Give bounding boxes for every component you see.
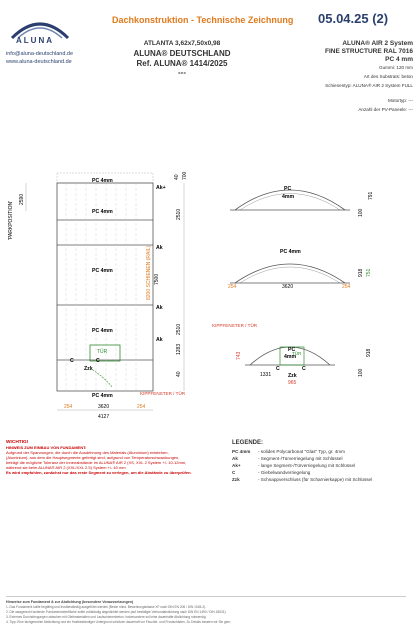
notes-line: 3. Externes Durchdringungen zwischen mit Gleitmaterialien und Laufschienenbeton. Insbesondere soll eine dauerhafte Abdichtung notwendig. bbox=[6, 615, 207, 619]
doc-title: Dachkonstruktion - Technische Zeichnung bbox=[112, 15, 294, 25]
project-block bbox=[112, 40, 252, 77]
section-3-h1: 918 bbox=[366, 348, 372, 357]
section-3-pc: PC bbox=[288, 347, 296, 353]
parkposition-label: 'PARKPOSITION' bbox=[8, 200, 14, 240]
warning-line: während sie beim ALUNA® AIR 2 (XXL/XXL 2.5) System +/- 40 mm bbox=[6, 465, 126, 470]
plan-pc-label: PC 4mm bbox=[92, 268, 113, 274]
plan-pc-label: PC 4mm bbox=[92, 328, 113, 334]
warning-line: HINWEIS ZUM EINBAU VON FUNDAMENT: bbox=[6, 445, 87, 450]
section-views-drawing bbox=[210, 165, 410, 390]
door-swing-arc bbox=[90, 368, 112, 387]
section-2-h1: 918 bbox=[358, 268, 364, 277]
door-label: TÜR bbox=[97, 349, 108, 355]
legend-item bbox=[232, 469, 414, 476]
dim-right-label: 1283 bbox=[176, 343, 182, 355]
legend-title: LEGENDE: bbox=[232, 440, 264, 446]
dim-bottom-label: 254 bbox=[64, 404, 73, 410]
legend-key: PC 4mm bbox=[232, 449, 251, 454]
legend-desc: - Schnappverschluss (für Scharnierkappe) mit Schlüssel bbox=[258, 477, 373, 482]
section-1 bbox=[230, 186, 374, 217]
section-1-pc2: 4mm bbox=[282, 194, 295, 200]
legend-key: Zzk bbox=[232, 477, 240, 482]
legend-block bbox=[232, 440, 414, 483]
contact-website[interactable]: www.aluna-deutschland.de bbox=[6, 59, 72, 65]
dim-right-label: 2510 bbox=[176, 208, 182, 220]
spec-system: ALUNA® AIR 2 System bbox=[342, 40, 413, 47]
legend-item bbox=[232, 476, 414, 483]
spec-structure: FINE STRUCTURE RAL 7016 bbox=[324, 48, 413, 55]
legend-desc: - lange Segment-/Türverriegelung mit Schlüssel bbox=[258, 463, 356, 468]
section-1-h1: 791 bbox=[368, 191, 374, 200]
section-3-w2: 965 bbox=[288, 380, 297, 386]
section-3-h-left: 743 bbox=[236, 351, 242, 360]
spec-motortyp: Motortyp: --- bbox=[387, 98, 413, 103]
warning-title: WICHTIG! bbox=[6, 440, 29, 445]
kippfenster-tur-label: KIPPFENSTER / TÜR bbox=[140, 391, 186, 396]
section-3-pc2: 4mm bbox=[284, 354, 297, 360]
dim-right-label: 2510 bbox=[176, 323, 182, 335]
spec-pc: PC 4 mm bbox=[385, 56, 413, 63]
legend-desc: - solides Polycarbonat "Glas" Typ, gr. 4mm bbox=[258, 449, 345, 454]
notes-line: 2. Die waagerecht laufende Fundamentoberfläche sollte vollständig abgedichtet werden (auf bestätigte Verbundabdichtung nach DIN EN 1490 / DIN 18531). bbox=[6, 610, 227, 614]
warning-line: Es wird empfohlen, zunächst nur das erste Segment zu verlegen, um die Abstände zu überprüfen. bbox=[6, 470, 192, 475]
plan-pc-label: PC 4mm bbox=[92, 178, 113, 184]
spec-pv: Anzahl der PV-Paneele: --- bbox=[358, 107, 413, 112]
legend-key: Ak bbox=[232, 456, 238, 461]
section-3-c: C bbox=[302, 366, 306, 372]
legend-desc: - Segment-/Türverriegelung mit Schlüssel bbox=[258, 456, 343, 461]
doc-date: 05.04.25 (2) bbox=[318, 11, 389, 26]
foundation-notes bbox=[6, 596, 406, 625]
legend-key: C bbox=[232, 470, 236, 475]
section-2-w-left: 254 bbox=[228, 284, 237, 290]
project-model: ATLANTA 3,62x7,50x0,98 bbox=[143, 40, 221, 47]
dim-right-label: 40 bbox=[176, 371, 182, 377]
legend-key: Ak+ bbox=[232, 463, 241, 468]
plan-view-drawing bbox=[0, 165, 220, 425]
section-2 bbox=[228, 249, 372, 290]
warning-line: Aufgrund der Spannungen, die durch die Ausdehnung des Materials (Aluminium) entstehen, bbox=[6, 450, 169, 455]
lock-ak-label: Ak bbox=[156, 245, 163, 251]
notes-line: 1. Das Fundament sollte tiegfähig und frostbeständig ausgeführt werden (Beton mind. Bewehrungsklasse XF nach DIN EN 206 / DIN 1045-2). bbox=[6, 605, 207, 609]
plan-pc-label: PC 4mm bbox=[92, 209, 113, 215]
spec-schienentyp: Schienentyp: ALUNA® AIR 2 System FULL bbox=[325, 83, 413, 88]
lock-ak-plus-label: Ak+ bbox=[156, 185, 166, 191]
rail-length-value: 7500 bbox=[154, 273, 160, 285]
section-2-pc: PC 4mm bbox=[280, 249, 301, 255]
brand-name: ALUNA bbox=[16, 36, 54, 45]
dim-bottom-label: 3620 bbox=[98, 404, 110, 410]
warning-block bbox=[6, 440, 236, 475]
legend-item bbox=[232, 455, 414, 462]
section-2-w-right: 254 bbox=[342, 284, 351, 290]
section-3-tur: TÜR bbox=[292, 351, 302, 356]
section-3-kipp: KIPPFENSTER / TÜR bbox=[212, 323, 258, 328]
logo bbox=[6, 8, 74, 46]
section-2-h2: 751 bbox=[366, 268, 372, 277]
section-3-zzk: Zzk bbox=[288, 373, 297, 379]
plan-pc-label: PC 4mm bbox=[92, 393, 113, 399]
section-1-h2: 100 bbox=[358, 208, 364, 217]
gable-c-label: C bbox=[70, 358, 74, 364]
warning-line: beträgt die mögliche Toleranz der Innenabstände im ALUNA® AIR 2 (XS, XXL 2 System +/- 10-12mm, bbox=[6, 460, 187, 465]
dim-left-label: 2590 bbox=[19, 193, 25, 205]
dim-total-label: 4127 bbox=[98, 414, 110, 420]
spec-gummi: Gummi: 120 mm bbox=[379, 65, 413, 70]
section-3-w1: 1331 bbox=[260, 372, 272, 378]
notes-title: Hinweise zum Fundament & zur Abdichtung (besondere Voraussetzungen) bbox=[6, 600, 134, 604]
dim-top-label: 40 bbox=[174, 174, 180, 180]
contact-email[interactable]: info@aluna-deutschland.de bbox=[6, 51, 74, 57]
warning-line: (Aluminium), aus dem die Hauptsegmente gefertigt sind, aufgrund von Temperaturschwankungen, bbox=[6, 455, 180, 460]
section-2-w-mid: 3620 bbox=[282, 284, 294, 290]
section-3 bbox=[212, 322, 372, 386]
dim-bottom-label: 254 bbox=[137, 404, 146, 410]
notes-line: 4. Tipp: Eine fachgerechte Abdichtung und ein frostbeständiger Untergrund schützen dauerhaft vor Feuchte- und Frostschäden. Zu Details beraten wir Sie gern. bbox=[6, 620, 232, 624]
project-company: ALUNA® DEUTSCHLAND bbox=[133, 49, 231, 58]
section-3-h2: 100 bbox=[358, 368, 364, 377]
specs-block bbox=[253, 40, 413, 112]
lock-ak-label: Ak bbox=[156, 337, 163, 343]
lock-ak-label: Ak bbox=[156, 305, 163, 311]
legend-desc: - Giebelwandverriegelung bbox=[258, 470, 311, 475]
legend-item bbox=[232, 448, 414, 455]
spec-substrat: Art des Substrats: beton bbox=[363, 74, 413, 79]
legend-item bbox=[232, 462, 414, 469]
project-dashes: --- bbox=[178, 68, 186, 77]
rail-length-label: 8200 SCHIENEN (RAIL) bbox=[146, 245, 152, 300]
project-ref: Ref. ALUNA® 1414/2025 bbox=[136, 59, 228, 68]
section-3-c: C bbox=[276, 366, 280, 372]
section-1-pc: PC bbox=[284, 186, 292, 192]
snap-lock-label: Zzk bbox=[84, 366, 93, 372]
dim-top-label: 700 bbox=[182, 171, 188, 180]
gable-c-label: C bbox=[96, 358, 100, 364]
